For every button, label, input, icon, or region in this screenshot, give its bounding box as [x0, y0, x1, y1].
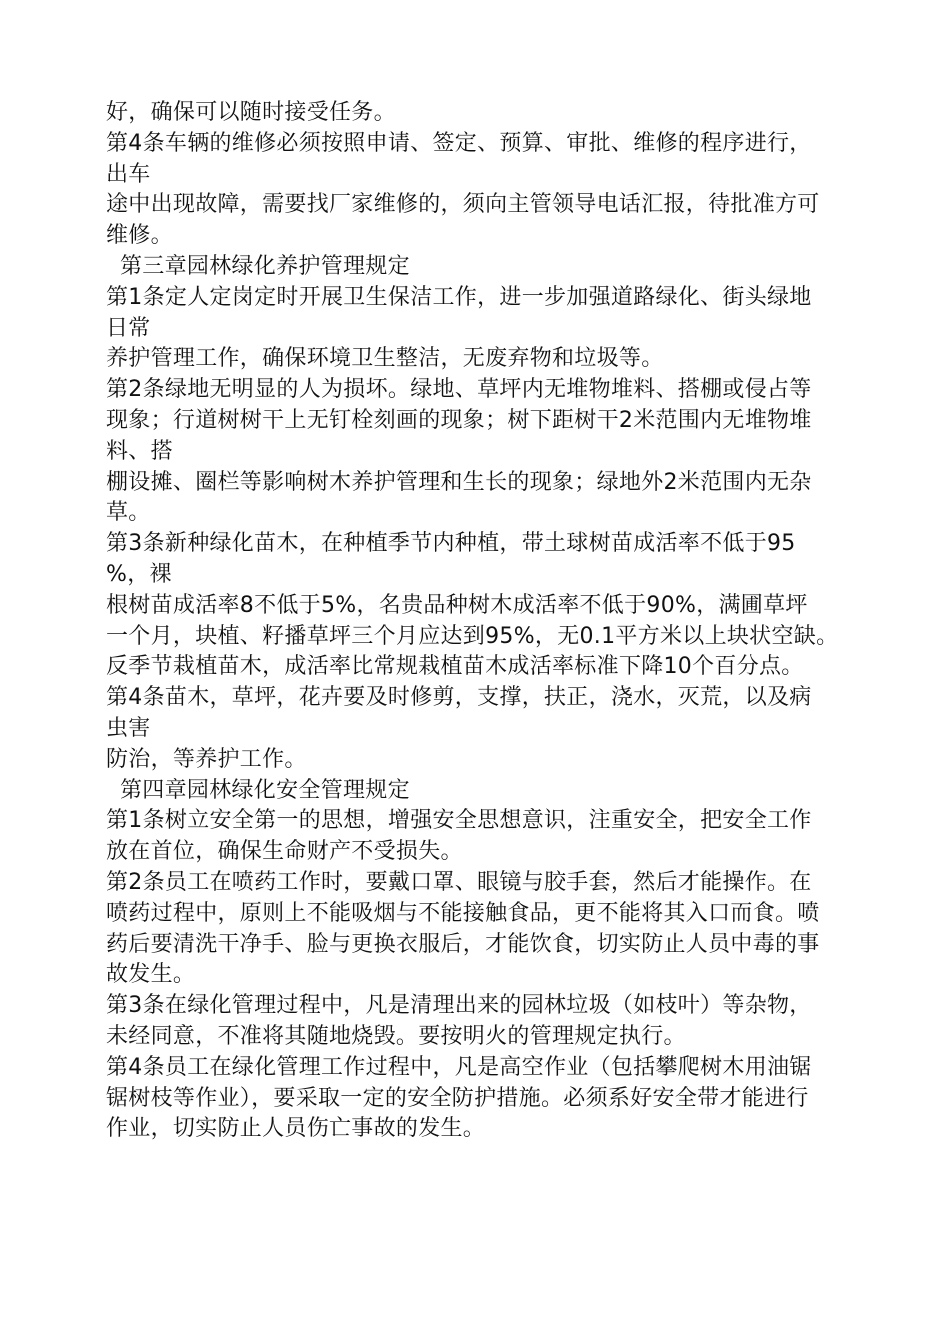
text-line: 一个月，块植、籽播草坪三个月应达到95%，无0.1平方米以上块状空缺。	[106, 623, 839, 649]
text-line: 第3条在绿化管理过程中，凡是清理出来的园林垃圾（如枝叶）等杂物，	[106, 993, 812, 1019]
text-line: 第1条树立安全第一的思想，增强安全思想意识，注重安全，把安全工作	[106, 808, 812, 834]
text-line: 反季节栽植苗木，成活率比常规栽植苗木成活率标准下降10个百分点。	[106, 654, 804, 680]
text-line: 作业，切实防止人员伤亡事故的发生。	[106, 1116, 486, 1142]
text-line: 维修。	[106, 223, 173, 249]
text-line: 日常	[106, 315, 151, 341]
text-line: 第3条新种绿化苗木，在种植季节内种植，带土球树苗成活率不低于95	[106, 531, 796, 557]
text-line: 放在首位，确保生命财产不受损失。	[106, 839, 463, 865]
text-line: 养护管理工作，确保环境卫生整洁，无废弃物和垃圾等。	[106, 346, 664, 372]
document-body	[106, 98, 866, 1145]
text-line: 好，确保可以随时接受任务。	[106, 100, 396, 125]
text-line: 出车	[106, 161, 151, 187]
text-line: 第2条绿地无明显的人为损坏。绿地、草坪内无堆物堆料、搭棚或侵占等	[106, 377, 812, 403]
text-line: 药后要清洗干净手、脸与更换衣服后，才能饮食，切实防止人员中毒的事	[106, 931, 820, 957]
text-line: %，裸	[106, 561, 172, 587]
chapter-heading: 第三章园林绿化养护管理规定	[120, 253, 410, 279]
text-line: 第2条员工在喷药工作时，要戴口罩、眼镜与胶手套，然后才能操作。在	[106, 869, 812, 895]
text-line: 第4条苗木，草坪，花卉要及时修剪，支撑，扶正，浇水，灭荒，以及病	[106, 685, 812, 711]
text-line: 途中出现故障，需要找厂家维修的，须向主管领导电话汇报，待批准方可	[106, 192, 820, 218]
text-line: 第4条车辆的维修必须按照申请、签定、预算、审批、维修的程序进行，	[106, 130, 812, 156]
text-line: 喷药过程中，原则上不能吸烟与不能接触食品，更不能将其入口而食。喷	[106, 900, 820, 926]
text-line: 棚设摊、圈栏等影响树木养护管理和生长的现象；绿地外2米范围内无杂	[106, 469, 812, 495]
text-line: 现象；行道树树干上无钉栓刻画的现象；树下距树干2米范围内无堆物堆	[106, 407, 812, 433]
text-line: 第1条定人定岗定时开展卫生保洁工作，进一步加强道路绿化、街头绿地	[106, 284, 812, 310]
text-line: 料、搭	[106, 438, 173, 464]
text-line: 故发生。	[106, 962, 196, 988]
text-line: 未经同意，不准将其随地烧毁。要按明火的管理规定执行。	[106, 1023, 686, 1049]
text-line: 根树苗成活率8不低于5%，名贵品种树木成活率不低于90%，满圃草坪	[106, 592, 808, 618]
chapter-heading: 第四章园林绿化安全管理规定	[120, 777, 410, 803]
text-line: 防治，等养护工作。	[106, 746, 307, 772]
text-line: 虫害	[106, 715, 151, 741]
text-line: 草。	[106, 500, 151, 526]
text-line: 第4条员工在绿化管理工作过程中，凡是高空作业（包括攀爬树木用油锯	[106, 1054, 812, 1080]
text-line: 锯树枝等作业），要采取一定的安全防护措施。必须系好安全带才能进行	[106, 1085, 809, 1111]
